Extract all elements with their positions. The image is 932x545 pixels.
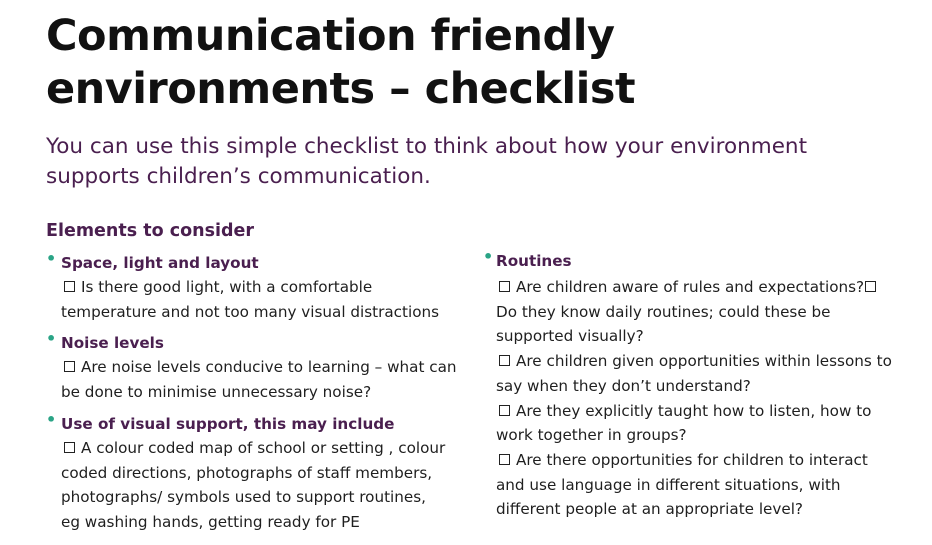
section-visual-support [45, 409, 465, 535]
intro-line-2: supports children’s communication. [46, 164, 431, 189]
checklist-item-line: be done to minimise unnecessary noise? [61, 383, 372, 402]
checklist-item-text: Are children aware of rules and expectations? [516, 278, 865, 296]
checklist-item-line: say when they don’t understand? [496, 376, 751, 395]
checklist-item-line: Do they know daily routines; could these be [496, 302, 831, 321]
checklist-item-line: temperature and not too many visual distractions [61, 302, 440, 321]
bullet-dot-icon: • [483, 247, 494, 266]
section-space-light-layout [45, 251, 465, 324]
checklist-item-text: A colour coded map of school or setting , colour [81, 438, 446, 457]
checklist-item-line: photographs/ symbols used to support routines, [61, 488, 426, 507]
checklist-item-line [482, 275, 922, 300]
checklist-item-text: Are children given opportunities within lessons to [516, 352, 892, 371]
checklist-item-line: and use language in different situations, with [496, 475, 841, 494]
checklist-item-line: work together in groups? [496, 426, 687, 445]
checkbox[interactable] [64, 361, 75, 372]
section-heading [482, 249, 922, 273]
checklist-item-line [45, 275, 465, 300]
checkbox[interactable] [499, 355, 510, 366]
checklist-item-line: coded directions, photographs of staff members, [61, 463, 433, 482]
checklist-item-text: Are there opportunities for children to interact [516, 450, 868, 469]
checklist-item-text: Are noise levels conducive to learning – what can [81, 358, 457, 377]
checklist-item-line: supported visually? [496, 327, 644, 346]
checkbox[interactable] [64, 281, 75, 292]
checklist-item-text: Are they explicitly taught how to listen, how to [516, 401, 872, 420]
checklist-item-line: eg washing hands, getting ready for PE [61, 512, 360, 531]
checkbox[interactable] [499, 454, 510, 465]
section-heading-text: Routines [496, 252, 572, 270]
bullet-dot-icon: • [46, 329, 57, 349]
section-noise-levels [45, 331, 465, 404]
checklist-item-line [45, 436, 465, 461]
page-title [46, 10, 906, 116]
elements-heading: Elements to consider [46, 221, 255, 241]
bullet-dot-icon: • [46, 409, 57, 429]
intro-line-1: You can use this simple checklist to think about how your environment [46, 134, 807, 159]
checkbox[interactable] [865, 281, 876, 292]
section-heading [45, 331, 465, 355]
left-column [45, 251, 465, 535]
checklist-item-line: different people at an appropriate level? [496, 500, 803, 519]
section-heading [45, 409, 465, 436]
right-column [482, 249, 922, 522]
section-heading [45, 251, 465, 275]
page-title-line-1: Communication friendly [46, 11, 615, 61]
checklist-item-line [45, 355, 465, 380]
checklist-item-line [482, 448, 922, 473]
section-heading-text: Space, light and layout [61, 254, 259, 272]
checklist-item-text: Is there good light, with a comfortable [81, 278, 373, 296]
section-heading-text: Use of visual support, this may include [61, 414, 395, 433]
intro-text [46, 132, 906, 192]
section-routines [482, 249, 922, 522]
bullet-dot-icon: • [46, 249, 57, 268]
checkbox[interactable] [499, 281, 510, 292]
page-title-line-2: environments – checklist [46, 64, 636, 114]
checklist-item-line [482, 399, 922, 424]
checkbox[interactable] [64, 442, 75, 453]
checkbox[interactable] [499, 405, 510, 416]
section-heading-text: Noise levels [61, 334, 164, 353]
checklist-item-line [482, 349, 922, 374]
